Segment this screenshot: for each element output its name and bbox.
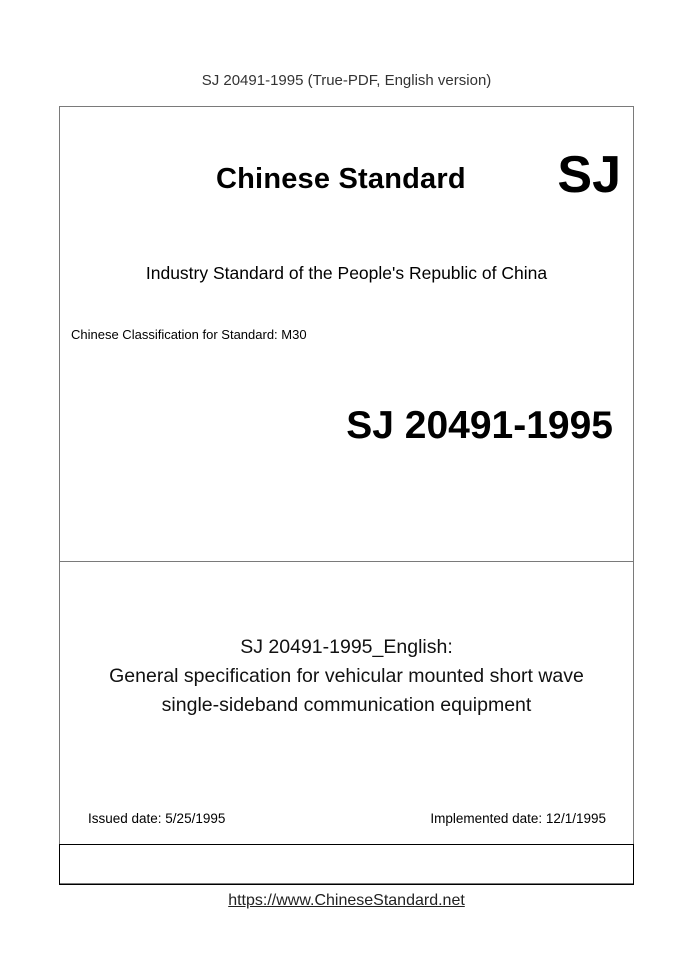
document-title-line-1: SJ 20491-1995_English: <box>240 636 453 658</box>
classification-line: Chinese Classification for Standard: M30 <box>71 327 307 342</box>
document-title-line-3: single-sideband communication equipment <box>161 694 532 716</box>
issued-date: Issued date: 5/25/1995 <box>88 811 226 826</box>
cover-title: Chinese Standard <box>216 163 466 195</box>
cover-bottom-box <box>59 844 634 885</box>
document-title <box>60 633 633 720</box>
industry-line: Industry Standard of the People's Republic of China <box>145 263 548 283</box>
footer <box>0 892 693 910</box>
document-title-line-2: General specification for vehicular mounted short wave <box>109 665 584 687</box>
cover-top-section <box>60 107 633 561</box>
cover-middle-section <box>60 561 633 845</box>
standard-number: SJ 20491-1995 <box>346 404 613 447</box>
implemented-date: Implemented date: 12/1/1995 <box>430 811 606 826</box>
cover-frame <box>59 106 634 884</box>
website-link[interactable]: https://www.ChineseStandard.net <box>228 892 465 909</box>
standard-code-mark: SJ <box>557 146 621 204</box>
page-header: SJ 20491-1995 (True-PDF, English version) <box>201 72 492 89</box>
